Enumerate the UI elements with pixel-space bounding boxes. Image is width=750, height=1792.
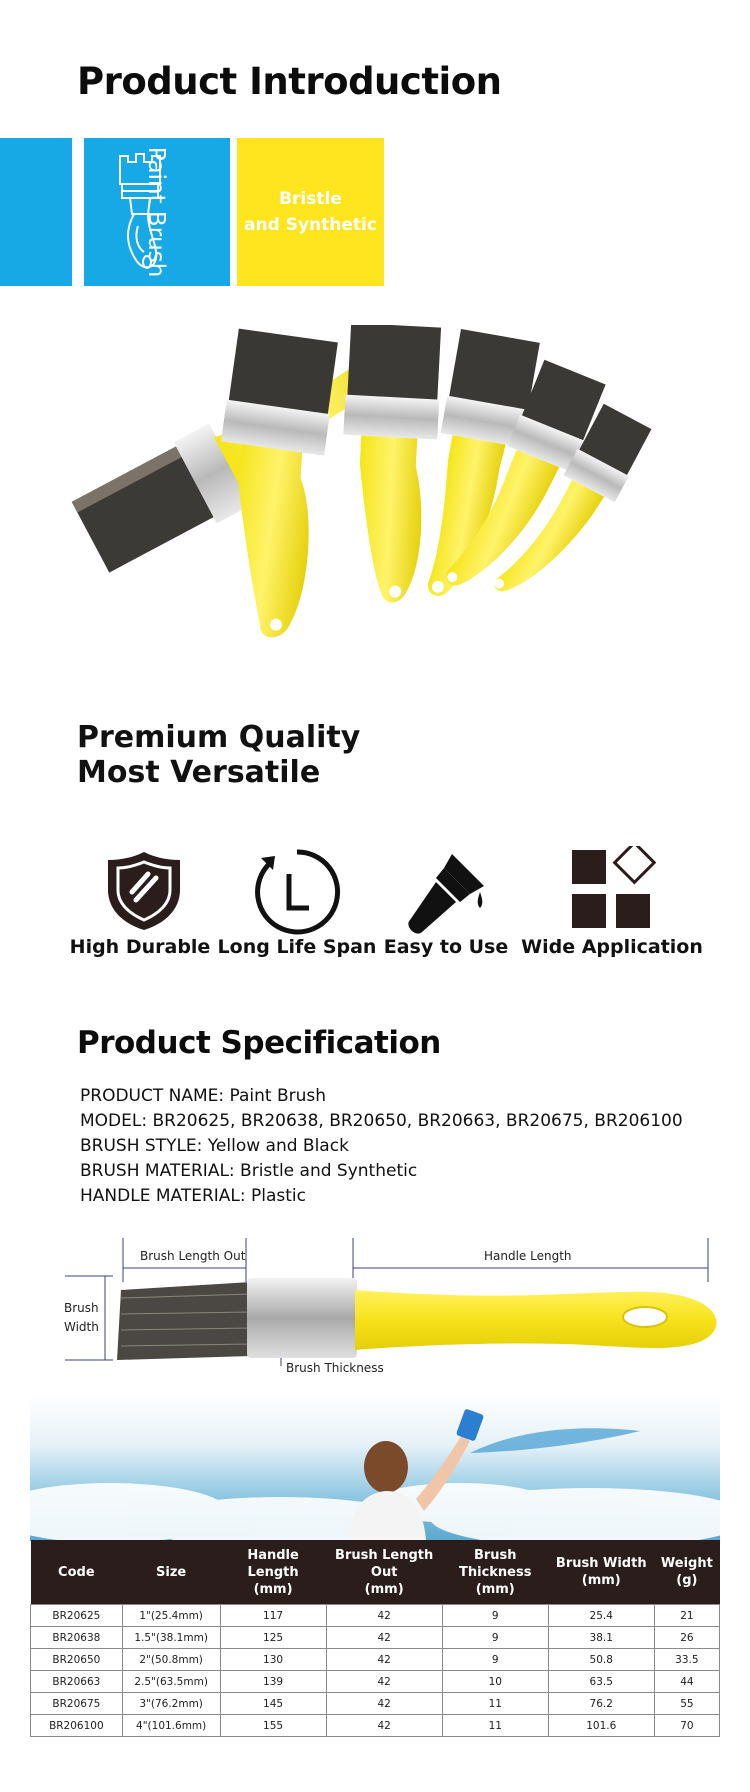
clock-l-icon: [251, 846, 343, 938]
cell: 25.4: [548, 1605, 654, 1627]
cell: 42: [326, 1715, 442, 1737]
premium-heading: [77, 720, 360, 790]
label-handle-length: Handle Length: [484, 1249, 572, 1263]
th-code: Code: [31, 1540, 123, 1605]
table-row: [31, 1671, 720, 1693]
spec-row: HANDLE MATERIAL: Plastic: [80, 1186, 306, 1206]
cell: 63.5: [548, 1671, 654, 1693]
cell: BR206100: [31, 1715, 123, 1737]
feature-label-long-life-span: Long Life Span: [217, 936, 377, 958]
cell: BR20625: [31, 1605, 123, 1627]
cell: 155: [220, 1715, 326, 1737]
label-brush-width-2: Width: [64, 1320, 99, 1334]
cell: BR20638: [31, 1627, 123, 1649]
cell: 11: [442, 1693, 548, 1715]
cell: 55: [654, 1693, 719, 1715]
cell: 9: [442, 1605, 548, 1627]
cell: BR20650: [31, 1649, 123, 1671]
grid-squares-icon: [570, 846, 656, 932]
premium-line-2: Most Versatile: [77, 755, 321, 790]
feature-label-easy-to-use: Easy to Use: [383, 936, 509, 958]
spec-row: BRUSH STYLE: Yellow and Black: [80, 1136, 349, 1156]
cell: 1"(25.4mm): [122, 1605, 220, 1627]
table-row: [31, 1649, 720, 1671]
cell: 4"(101.6mm): [122, 1715, 220, 1737]
banner-material-text: Bristle and Synthetic: [244, 189, 377, 235]
th-handle-length: Handle Length (mm): [220, 1540, 326, 1605]
cell: 70: [654, 1715, 719, 1737]
cell: BR20675: [31, 1693, 123, 1715]
cell: 139: [220, 1671, 326, 1693]
cell: 50.8: [548, 1649, 654, 1671]
cell: 42: [326, 1605, 442, 1627]
th-size: Size: [122, 1540, 220, 1605]
cell: 1.5"(38.1mm): [122, 1627, 220, 1649]
table-row: [31, 1627, 720, 1649]
th-brush-thickness: Brush Thickness (mm): [442, 1540, 548, 1605]
table-header-row: [31, 1540, 720, 1605]
shield-icon: [104, 850, 184, 932]
cell: 42: [326, 1693, 442, 1715]
intro-title: Product Introduction: [77, 60, 502, 103]
cell: 11: [442, 1715, 548, 1737]
cell: 2.5"(63.5mm): [122, 1671, 220, 1693]
label-brush-thickness: Brush Thickness: [286, 1361, 384, 1375]
cell: 44: [654, 1671, 719, 1693]
label-brush-length-out: Brush Length Out: [140, 1249, 246, 1263]
banner-vertical-text: Paint Brush: [143, 146, 169, 278]
cell: 38.1: [548, 1627, 654, 1649]
spec-title: Product Specification: [77, 1025, 441, 1061]
table-row: [31, 1605, 720, 1627]
brush-set-photo: [70, 325, 710, 705]
cell: 9: [442, 1627, 548, 1649]
cell: 26: [654, 1627, 719, 1649]
spec-row: PRODUCT NAME: Paint Brush: [80, 1086, 327, 1106]
cell: 101.6: [548, 1715, 654, 1737]
cell: 42: [326, 1627, 442, 1649]
th-brush-width: Brush Width (mm): [548, 1540, 654, 1605]
feature-label-high-durable: High Durable: [69, 936, 211, 958]
banner-blue-strip: [0, 138, 72, 286]
cell: 42: [326, 1671, 442, 1693]
cell: 10: [442, 1671, 548, 1693]
cell: 125: [220, 1627, 326, 1649]
painter-sky-photo: [30, 1393, 720, 1541]
cell: 130: [220, 1649, 326, 1671]
cell: 2"(50.8mm): [122, 1649, 220, 1671]
cell: 9: [442, 1649, 548, 1671]
spec-list: [80, 1084, 683, 1209]
spec-row: BRUSH MATERIAL: Bristle and Synthetic: [80, 1161, 418, 1181]
banner-material-tile: [237, 138, 384, 286]
cell: BR20663: [31, 1671, 123, 1693]
cell: 42: [326, 1649, 442, 1671]
cell: 76.2: [548, 1693, 654, 1715]
table-row: [31, 1715, 720, 1737]
paint-brush-icon: [400, 846, 492, 938]
premium-line-1: Premium Quality: [77, 720, 361, 755]
cell: 33.5: [654, 1649, 719, 1671]
cell: 21: [654, 1605, 719, 1627]
cell: 145: [220, 1693, 326, 1715]
spec-row: MODEL: BR20625, BR20638, BR20650, BR20663, BR20675, BR206100: [80, 1111, 683, 1131]
cell: 117: [220, 1605, 326, 1627]
th-brush-length-out: Brush Length Out (mm): [326, 1540, 442, 1605]
cell: 3"(76.2mm): [122, 1693, 220, 1715]
table-row: [31, 1693, 720, 1715]
th-weight: Weight (g): [654, 1540, 719, 1605]
label-brush-width-1: Brush: [64, 1301, 99, 1315]
feature-label-wide-application: Wide Application: [521, 936, 703, 958]
spec-table: [30, 1540, 720, 1737]
